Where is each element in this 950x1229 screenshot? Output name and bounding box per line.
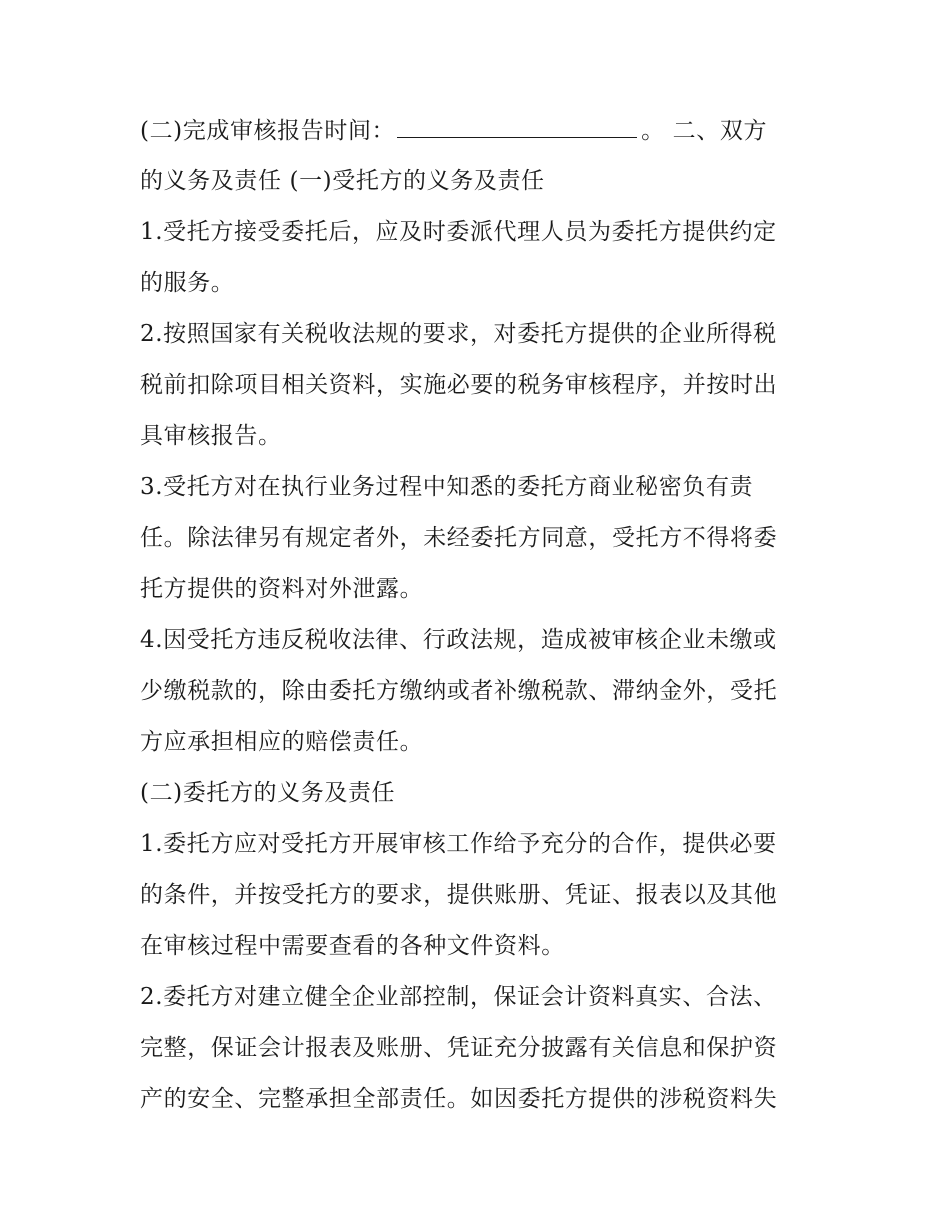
text-line-3: 1.受托方接受委托后，应及时委派代理人员为委托方提供约定 [140, 219, 777, 245]
report-time-blank [397, 115, 637, 138]
text-line-7: 具审核报告。 [140, 423, 282, 449]
text-line-2: 的义务及责任 (一)受托方的义务及责任 [140, 168, 545, 194]
text-line-18: 2.委托方对建立健全企业部控制，保证会计资料真实、合法、 [140, 984, 777, 1010]
text-line-16: 的条件，并按受托方的要求，提供账册、凭证、报表以及其他 [140, 882, 778, 908]
text-line-4: 的服务。 [140, 270, 235, 296]
text-line-20: 产的安全、完整承担全部责任。如因委托方提供的涉税资料失 [140, 1086, 778, 1112]
text-line-15: 1.委托方应对受托方开展审核工作给予充分的合作，提供必要 [140, 831, 777, 857]
text-line-8: 3.受托方对在执行业务过程中知悉的委托方商业秘密负有责 [140, 474, 754, 500]
text-line-11: 4.因受托方违反税收法律、行政法规，造成被审核企业未缴或 [140, 627, 777, 653]
text-line-6: 税前扣除项目相关资料，实施必要的税务审核程序，并按时出 [140, 372, 778, 398]
text-line-12: 少缴税款的，除由委托方缴纳或者补缴税款、滞纳金外，受托 [140, 678, 778, 704]
report-time-label: (二)完成审核报告时间： [140, 118, 396, 144]
text-line-1 [140, 115, 830, 146]
text-line-14: (二)委托方的义务及责任 [140, 780, 396, 806]
text-line-17: 在审核过程中需要查看的各种文件资料。 [140, 933, 565, 959]
text-line-19: 完整，保证会计报表及账册、凭证充分披露有关信息和保护资 [140, 1035, 778, 1061]
text-line-5: 2.按照国家有关税收法规的要求，对委托方提供的企业所得税 [140, 321, 777, 347]
text-line-13: 方应承担相应的赔偿责任。 [140, 729, 424, 755]
text-line-10: 托方提供的资料对外泄露。 [140, 576, 424, 602]
section-two-heading-start: 。 二、双方 [641, 118, 768, 144]
text-line-9: 任。除法律另有规定者外，未经委托方同意，受托方不得将委 [140, 525, 778, 551]
